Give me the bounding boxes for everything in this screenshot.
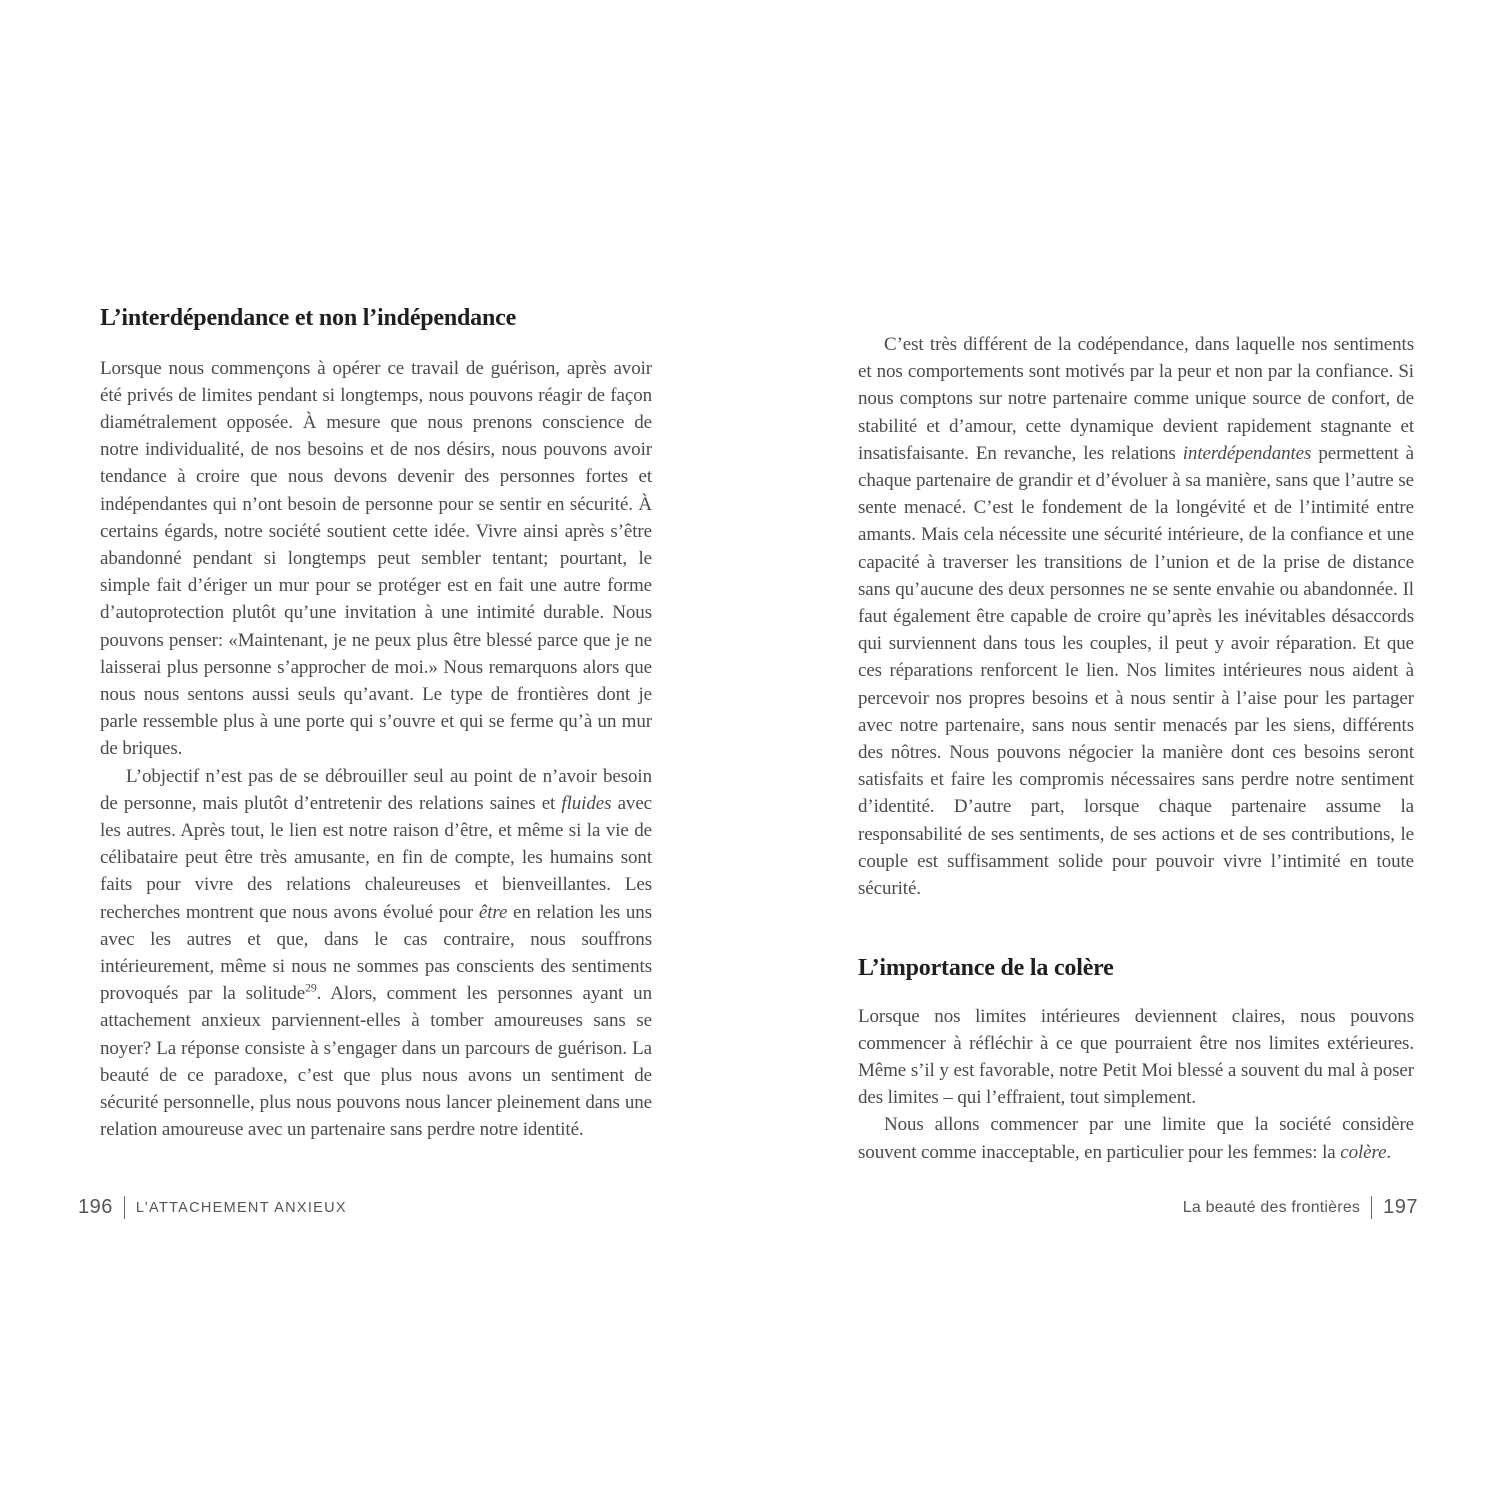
- left-running-title: L’ATTACHEMENT ANXIEUX: [135, 1199, 347, 1216]
- left-page-footer: [78, 1196, 347, 1219]
- paragraph: Lorsque nous commençons à opérer ce travail de guérison, après avoir été privés de limites pendant si longtemps, nous pouvons réagir de façon diamétralement opposée. À mesure que nous prenons conscience de notre individualité, de nos besoins et de nos désirs, nous pouvons avoir tendance à croire que nous devons devenir des personnes fortes et indépendantes qui n’ont besoin de personne pour se sentir en sécurité. À certains égards, notre société soutient cette idée. Vivre ainsi après s’être abandonné pendant si longtemps peut sembler tentant; pourtant, le simple fait d’ériger un mur pour se protéger est en fait une autre forme d’autoprotection plutôt qu’une invitation à une intimité durable. Nous pouvons penser: «Maintenant, je ne peux plus être blessé parce que je ne laisserai plus personne s’approcher de moi.» Nous remarquons alors que nous nous sentons aussi seuls qu’avant. Le type de frontières dont je parle ressemble plus à une porte qui s’ouvre et qui se ferme qu’à un mur de briques.: [100, 357, 652, 760]
- right-page: [858, 331, 1414, 1166]
- left-page-heading: L’interdépendance et non l’indépendance: [100, 305, 517, 331]
- footer-separator-bar: [1371, 1196, 1372, 1219]
- paragraph: L’objectif n’est pas de se débrouiller seul au point de n’avoir besoin de personne, mais plutôt d’entretenir des relations saines et fluides avec les autres. Après tout, le lien est notre raison d’être, et même si la vie de célibataire peut être très amusante, en fin de compte, les humains sont faits pour vivre des relations chaleureuses et bienveillantes. Les recherches montrent que nous avons évolué pour être en relation les uns avec les autres et que, dans le cas contraire, nous souffrons intérieurement, même si nous ne sommes pas conscients des sentiments provoqués par la solitude$^{29}$. Alors, comment les personnes ayant un attachement anxieux parviennent-elles à tomber amoureuses sans se noyer? La réponse consiste à s’engager dans un parcours de guérison. La beauté de ce paradoxe, c’est que plus nous avons un sentiment de sécurité personnelle, plus nous pouvons nous lancer pleinement dans une relation amoureuse avec un partenaire sans perdre notre identité.: [100, 765, 652, 1141]
- left-page-body: [100, 355, 652, 1144]
- right-page-body-bottom: [858, 1003, 1414, 1166]
- right-page-footer: [1183, 1196, 1418, 1219]
- footer-separator-bar: [124, 1196, 125, 1219]
- left-page: [100, 305, 652, 1143]
- right-page-heading: L’importance de la colère: [858, 955, 1114, 981]
- right-page-number: 197: [1383, 1196, 1418, 1218]
- paragraph: Nous allons commencer par une limite que la société considère souvent comme inacceptable, en particulier pour les femmes: la colère.: [858, 1114, 1414, 1163]
- right-running-title: La beauté des frontières: [1182, 1198, 1361, 1216]
- paragraph: C’est très différent de la codépendance, dans laquelle nos sentiments et nos comportements sont motivés par la peur et non par la confiance. Si nous comptons sur notre partenaire comme unique source de confort, de stabilité et d’amour, cette dynamique devient rapidement stagnante et insatisfaisante. En revanche, les relations interdépendantes permettent à chaque partenaire de grandir et d’évoluer à sa manière, sans que l’autre se sente menacé. C’est le fondement de la longévité et de l’intimité entre amants. Mais cela nécessite une sécurité intérieure, de la confiance et une capacité à traverser les transitions de l’union et de la prise de distance sans qu’aucune des deux personnes ne se sente envahie ou abandonnée. Il faut également être capable de croire qu’après les inévitables désaccords qui surviennent dans tous les couples, il peut y avoir réparation. Et que ces réparations renforcent le lien. Nos limites intérieures nous aident à percevoir nos propres besoins et à nous sentir à l’aise pour les partager avec notre partenaire, sans nous sentir menacés par les siens, différents des nôtres. Nous pouvons négocier la manière dont ces besoins seront satisfaits et faire les compromis nécessaires sans perdre notre sentiment d’identité. D’autre part, lorsque chaque partenaire assume la responsabilité de ses sentiments, de ses actions et de ses contributions, le couple est suffisamment solide pour pouvoir vivre l’intimité en toute sécurité.: [858, 334, 1415, 900]
- right-page-body-top: [858, 331, 1414, 931]
- paragraph: Lorsque nos limites intérieures deviennent claires, nous pouvons commencer à réfléchir à ce que pourraient être nos limites extérieures. Même s’il y est favorable, notre Petit Moi blessé a souvent du mal à poser des limites – qui l’effraient, tout simplement.: [858, 1005, 1414, 1109]
- left-page-number: 196: [78, 1196, 113, 1218]
